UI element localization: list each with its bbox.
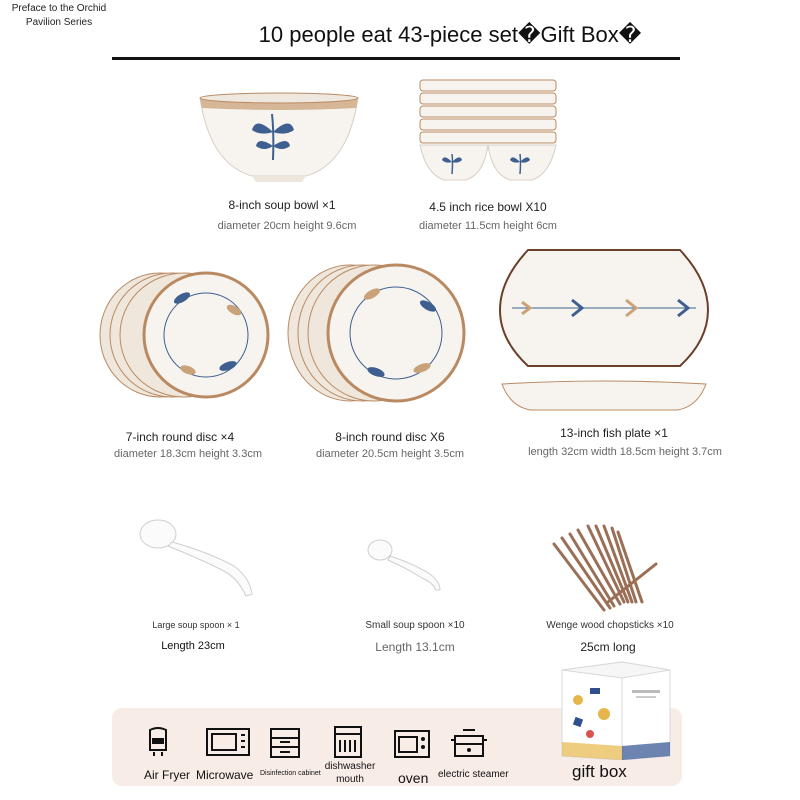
series-label bbox=[6, 2, 112, 30]
disinfection-cabinet-icon bbox=[270, 728, 300, 758]
round-disc-8in-dims: diameter 20.5cm height 3.5cm bbox=[316, 448, 464, 460]
soup-bowl-image bbox=[198, 92, 360, 182]
rice-bowl-stack-image bbox=[418, 78, 558, 184]
oven-icon bbox=[394, 730, 430, 758]
chopsticks-image bbox=[548, 522, 660, 614]
small-spoon-dims: Length 13.1cm bbox=[375, 640, 455, 654]
small-spoon-name: Small soup spoon ×10 bbox=[365, 620, 465, 631]
fish-plate-image bbox=[498, 246, 710, 414]
gift-box-image bbox=[560, 660, 672, 760]
microwave-icon bbox=[206, 728, 250, 756]
round-disc-7in-name: 7-inch round disc ×4 bbox=[125, 430, 235, 444]
air-fryer-label: Air Fryer bbox=[144, 768, 190, 782]
fish-plate-dims: length 32cm width 18.5cm height 3.7cm bbox=[528, 446, 722, 458]
dishwasher-label-line2: mouth bbox=[336, 774, 364, 785]
chopsticks-dims: 25cm long bbox=[580, 640, 636, 654]
air-fryer-icon bbox=[146, 726, 170, 756]
series-label-line1: Preface to the Orchid bbox=[11, 3, 107, 14]
oven-label: oven bbox=[398, 770, 429, 786]
chopsticks-name: Wenge wood chopsticks ×10 bbox=[546, 620, 674, 631]
large-spoon-name: Large soup spoon × 1 bbox=[152, 620, 240, 630]
dishwasher-label bbox=[324, 760, 376, 786]
electric-steamer-label: electric steamer bbox=[438, 769, 509, 780]
round-disc-7in-dims: diameter 18.3cm height 3.3cm bbox=[114, 448, 262, 460]
round-disc-8in-image bbox=[286, 262, 466, 404]
round-disc-8in-name: 8-inch round disc X6 bbox=[335, 430, 445, 444]
large-spoon-dims: Length 23cm bbox=[161, 640, 225, 652]
microwave-label: Microwave bbox=[196, 768, 254, 782]
disinfection-cabinet-label: Disinfection cabinet bbox=[260, 770, 321, 777]
small-spoon-image bbox=[366, 538, 444, 592]
electric-steamer-icon bbox=[450, 728, 488, 760]
dishwasher-icon bbox=[334, 726, 362, 758]
fish-plate-name: 13-inch fish plate ×1 bbox=[560, 426, 668, 440]
dishwasher-label-line1: dishwasher bbox=[324, 761, 376, 772]
title-underline bbox=[112, 57, 680, 60]
gift-box-label: gift box bbox=[572, 762, 627, 781]
page-title: 10 people eat 43-piece set�Gift Box� bbox=[258, 22, 642, 47]
series-label-line2: Pavilion Series bbox=[25, 17, 93, 28]
large-spoon-image bbox=[138, 516, 256, 598]
rice-bowl-dims: diameter 11.5cm height 6cm bbox=[419, 220, 557, 232]
rice-bowl-name: 4.5 inch rice bowl X10 bbox=[429, 200, 547, 214]
round-disc-7in-image bbox=[98, 270, 270, 400]
soup-bowl-dims: diameter 20cm height 9.6cm bbox=[217, 220, 357, 232]
soup-bowl-name: 8-inch soup bowl ×1 bbox=[228, 198, 336, 212]
